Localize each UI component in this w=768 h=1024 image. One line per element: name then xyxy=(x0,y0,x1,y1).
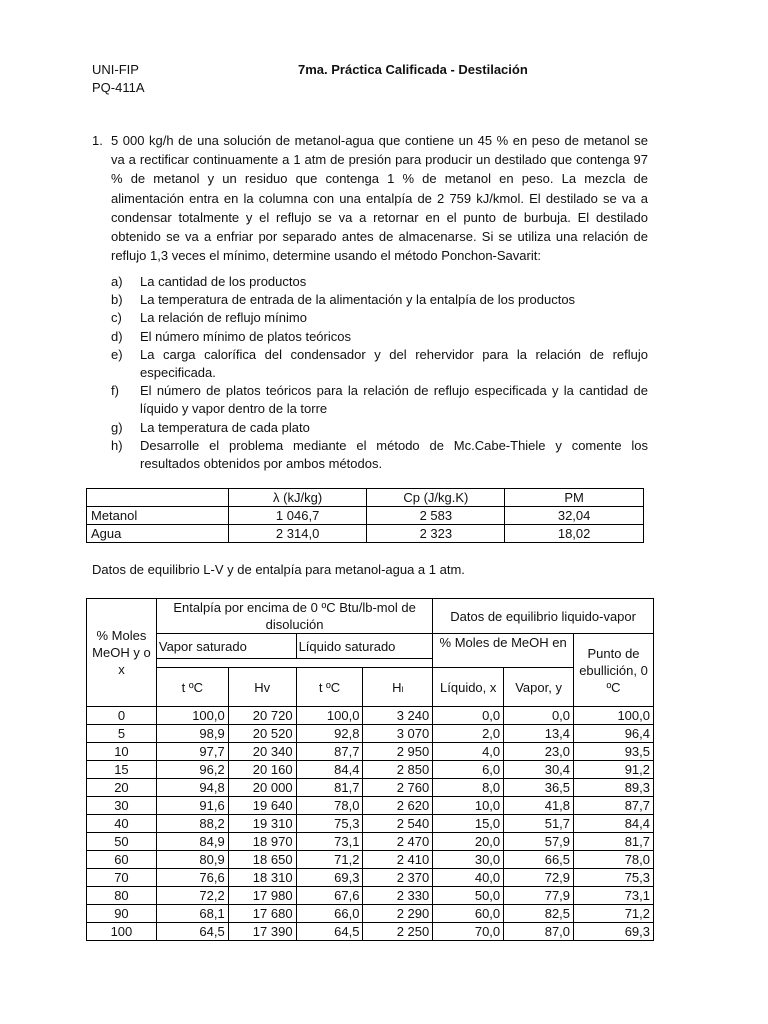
header-boiling-point: Punto de ebullición, 0 ºC xyxy=(574,634,654,707)
table-cell: 100,0 xyxy=(574,707,654,725)
table-cell: 2 314,0 xyxy=(228,525,367,543)
table-cell: 77,9 xyxy=(504,887,574,905)
question-item xyxy=(111,346,648,382)
problem-text: 5 000 kg/h de una solución de metanol-agua que contiene un 45 % en peso de metanol se va a rectificar continuamente a 1 atm de presión para producir un destilado que contenga 97 % de metanol y un residuo que contenga 1 % de metanol en peso. La mezcla de alimentación entra en la columna con una entalpía de 2 759 kJ/kmol. El destilado se va a condensar totalmente y el reflujo se va a retornar en el punto de burbuja. El destilado obtenido se va a enfriar por separado antes de almacenarse. Si se utiliza una relación de reflujo 1,3 veces el mínimo, determine usando el método Ponchon-Savarit: xyxy=(111,133,648,264)
table-cell: 17 390 xyxy=(228,923,296,941)
table-cell: 20 000 xyxy=(228,779,296,797)
table-cell: 91,6 xyxy=(156,797,228,815)
table-cell: 2 330 xyxy=(363,887,433,905)
table-cell: 72,2 xyxy=(156,887,228,905)
table-cell: 2 583 xyxy=(367,507,505,525)
question-label: f) xyxy=(111,383,119,399)
row-label: Metanol xyxy=(87,507,229,525)
table-cell: 81,7 xyxy=(296,779,363,797)
table-cell: 36,5 xyxy=(504,779,574,797)
equilibrium-body xyxy=(87,707,654,941)
table-cell: 87,0 xyxy=(504,923,574,941)
header-t-vapor: t ºC xyxy=(156,668,228,707)
table-row xyxy=(87,725,654,743)
question-label: h) xyxy=(111,437,123,453)
row-label: 15 xyxy=(87,761,157,779)
header-t-liquid: t ºC xyxy=(296,668,363,707)
question-list xyxy=(111,273,648,473)
table-cell: 2 760 xyxy=(363,779,433,797)
header-moles-meoh: % Moles MeOH y o x xyxy=(87,599,157,707)
question-item xyxy=(111,437,648,473)
table-row xyxy=(87,833,654,851)
table-cell: 23,0 xyxy=(504,743,574,761)
table-cell: 18,02 xyxy=(505,525,644,543)
table-cell: 18 650 xyxy=(228,851,296,869)
table-cell: 87,7 xyxy=(296,743,363,761)
table-cell: 76,6 xyxy=(156,869,228,887)
header-institution: UNI-FIP xyxy=(92,62,139,77)
table-cell: 57,9 xyxy=(504,833,574,851)
table-row xyxy=(87,507,644,525)
header-liquido-saturado: Líquido saturado xyxy=(296,634,433,659)
table-cell: 17 680 xyxy=(228,905,296,923)
table-header-row xyxy=(87,489,644,507)
table-cell: 96,2 xyxy=(156,761,228,779)
table-cell: 18 310 xyxy=(228,869,296,887)
table-cell: 4,0 xyxy=(433,743,504,761)
table-cell: 3 240 xyxy=(363,707,433,725)
question-label: c) xyxy=(111,310,122,326)
table-cell: 67,6 xyxy=(296,887,363,905)
question-item xyxy=(111,382,648,418)
question-item xyxy=(111,419,648,437)
table-cell: 89,3 xyxy=(574,779,654,797)
equilibrium-table xyxy=(86,598,654,941)
question-item xyxy=(111,273,648,291)
header-moles-meoh-en: % Moles de MeOH en xyxy=(433,634,574,668)
table-cell: 71,2 xyxy=(574,905,654,923)
table-row xyxy=(87,779,654,797)
row-label: Agua xyxy=(87,525,229,543)
table-cell: 2 410 xyxy=(363,851,433,869)
page-title: 7ma. Práctica Calificada - Destilación xyxy=(298,62,528,77)
table-cell: 94,8 xyxy=(156,779,228,797)
table-cell: 81,7 xyxy=(574,833,654,851)
table-cell: 19 640 xyxy=(228,797,296,815)
table-cell: 15,0 xyxy=(433,815,504,833)
equilibrium-caption: Datos de equilibrio L-V y de entalpía para metanol-agua a 1 atm. xyxy=(92,562,465,577)
table-cell: 40,0 xyxy=(433,869,504,887)
table-row xyxy=(87,905,654,923)
header-liquido-x: Líquido, x xyxy=(433,668,504,707)
question-item xyxy=(111,309,648,327)
header-vapor-saturado: Vapor saturado xyxy=(156,634,296,659)
table-cell: 2 323 xyxy=(367,525,505,543)
table-cell: 68,1 xyxy=(156,905,228,923)
question-text: El número mínimo de platos teóricos xyxy=(140,328,351,344)
table-header-row xyxy=(87,668,654,707)
table-row xyxy=(87,923,654,941)
row-label: 40 xyxy=(87,815,157,833)
properties-table xyxy=(86,488,644,543)
table-cell: 6,0 xyxy=(433,761,504,779)
table-cell: 70,0 xyxy=(433,923,504,941)
question-text: La carga calorífica del condensador y del rehervidor para la relación de reflujo especificada. xyxy=(140,346,648,381)
row-label: 50 xyxy=(87,833,157,851)
header-enthalpy: Entalpía por encima de 0 ºC Btu/lb-mol de disolución xyxy=(156,599,432,634)
table-cell: 20 340 xyxy=(228,743,296,761)
table-cell: 84,4 xyxy=(296,761,363,779)
table-cell: 8,0 xyxy=(433,779,504,797)
table-cell: 41,8 xyxy=(504,797,574,815)
table-cell: 30,0 xyxy=(433,851,504,869)
question-label: e) xyxy=(111,346,123,362)
table-row xyxy=(87,743,654,761)
table-cell: 82,5 xyxy=(504,905,574,923)
row-label: 10 xyxy=(87,743,157,761)
table-cell: 87,7 xyxy=(574,797,654,815)
table-cell: 2 620 xyxy=(363,797,433,815)
table-cell: 18 970 xyxy=(228,833,296,851)
table-cell: 91,2 xyxy=(574,761,654,779)
table-cell: 20 720 xyxy=(228,707,296,725)
question-item xyxy=(111,328,648,346)
table-cell: 66,5 xyxy=(504,851,574,869)
table-cell: 71,2 xyxy=(296,851,363,869)
table-cell: 84,9 xyxy=(156,833,228,851)
row-label: 100 xyxy=(87,923,157,941)
table-cell: 93,5 xyxy=(574,743,654,761)
table-cell: 50,0 xyxy=(433,887,504,905)
table-cell: 2 850 xyxy=(363,761,433,779)
table-row xyxy=(87,525,644,543)
table-cell: 2,0 xyxy=(433,725,504,743)
header-hv: Hv xyxy=(228,668,296,707)
table-cell: 98,9 xyxy=(156,725,228,743)
question-text: El número de platos teóricos para la relación de reflujo especificada y la cantidad de líquido y vapor dentro de la torre xyxy=(140,383,648,417)
table-cell: 97,7 xyxy=(156,743,228,761)
table-cell: 13,4 xyxy=(504,725,574,743)
table-cell: 78,0 xyxy=(574,851,654,869)
table-cell: 75,3 xyxy=(296,815,363,833)
table-row xyxy=(87,761,654,779)
table-cell: 20 520 xyxy=(228,725,296,743)
table-cell: 2 540 xyxy=(363,815,433,833)
row-label: 5 xyxy=(87,725,157,743)
table-row xyxy=(87,869,654,887)
row-label: 60 xyxy=(87,851,157,869)
problem-number: 1. xyxy=(92,133,103,148)
table-cell: 0,0 xyxy=(433,707,504,725)
header-vapor-y: Vapor, y xyxy=(504,668,574,707)
header-hl: Hₗ xyxy=(363,668,433,707)
table-cell: 2 250 xyxy=(363,923,433,941)
table-cell: 69,3 xyxy=(296,869,363,887)
table-cell: 69,3 xyxy=(574,923,654,941)
table-cell: 92,8 xyxy=(296,725,363,743)
table-cell: 73,1 xyxy=(296,833,363,851)
table-cell: 17 980 xyxy=(228,887,296,905)
header-cell: λ (kJ/kg) xyxy=(228,489,367,507)
table-header-row xyxy=(87,599,654,634)
table-cell: 64,5 xyxy=(296,923,363,941)
header-spacer xyxy=(156,659,432,668)
table-cell: 80,9 xyxy=(156,851,228,869)
header-cell: Cp (J/kg.K) xyxy=(367,489,505,507)
row-label: 90 xyxy=(87,905,157,923)
row-label: 30 xyxy=(87,797,157,815)
table-cell: 51,7 xyxy=(504,815,574,833)
table-cell: 100,0 xyxy=(156,707,228,725)
header-course-code: PQ-411A xyxy=(92,80,145,95)
question-text: La temperatura de entrada de la alimentación y la entalpía de los productos xyxy=(140,292,576,308)
table-row xyxy=(87,887,654,905)
problem-statement xyxy=(92,131,648,265)
table-header-row xyxy=(87,634,654,659)
row-label: 0 xyxy=(87,707,157,725)
table-row xyxy=(87,797,654,815)
question-label: g) xyxy=(111,419,123,435)
table-row xyxy=(87,815,654,833)
table-row xyxy=(87,851,654,869)
row-label: 80 xyxy=(87,887,157,905)
table-cell: 20 160 xyxy=(228,761,296,779)
question-label: b) xyxy=(111,292,123,308)
question-label: d) xyxy=(111,328,123,344)
table-cell: 66,0 xyxy=(296,905,363,923)
table-cell: 19 310 xyxy=(228,815,296,833)
header-cell xyxy=(87,489,229,507)
table-cell: 32,04 xyxy=(505,507,644,525)
table-cell: 10,0 xyxy=(433,797,504,815)
table-cell: 20,0 xyxy=(433,833,504,851)
table-row xyxy=(87,707,654,725)
header-course-info xyxy=(92,61,145,97)
row-label: 20 xyxy=(87,779,157,797)
table-cell: 0,0 xyxy=(504,707,574,725)
table-cell: 88,2 xyxy=(156,815,228,833)
table-cell: 2 370 xyxy=(363,869,433,887)
header-equilibrium: Datos de equilibrio liquido-vapor xyxy=(433,599,654,634)
row-label: 70 xyxy=(87,869,157,887)
question-item xyxy=(111,291,648,309)
table-cell: 60,0 xyxy=(433,905,504,923)
table-cell: 2 950 xyxy=(363,743,433,761)
table-cell: 1 046,7 xyxy=(228,507,367,525)
table-cell: 30,4 xyxy=(504,761,574,779)
table-cell: 96,4 xyxy=(574,725,654,743)
question-label: a) xyxy=(111,274,123,289)
table-cell: 78,0 xyxy=(296,797,363,815)
table-cell: 73,1 xyxy=(574,887,654,905)
table-cell: 84,4 xyxy=(574,815,654,833)
header-cell: PM xyxy=(505,489,644,507)
table-cell: 72,9 xyxy=(504,869,574,887)
table-cell: 2 290 xyxy=(363,905,433,923)
table-cell: 2 470 xyxy=(363,833,433,851)
question-text: La cantidad de los productos xyxy=(140,274,307,289)
question-text: Desarrolle el problema mediante el método de Mc.Cabe-Thiele y comente los resultados obtenidos por ambos métodos. xyxy=(140,437,648,472)
table-cell: 64,5 xyxy=(156,923,228,941)
table-cell: 75,3 xyxy=(574,869,654,887)
question-text: La temperatura de cada plato xyxy=(140,419,310,435)
question-text: La relación de reflujo mínimo xyxy=(140,310,307,326)
table-cell: 3 070 xyxy=(363,725,433,743)
table-cell: 100,0 xyxy=(296,707,363,725)
